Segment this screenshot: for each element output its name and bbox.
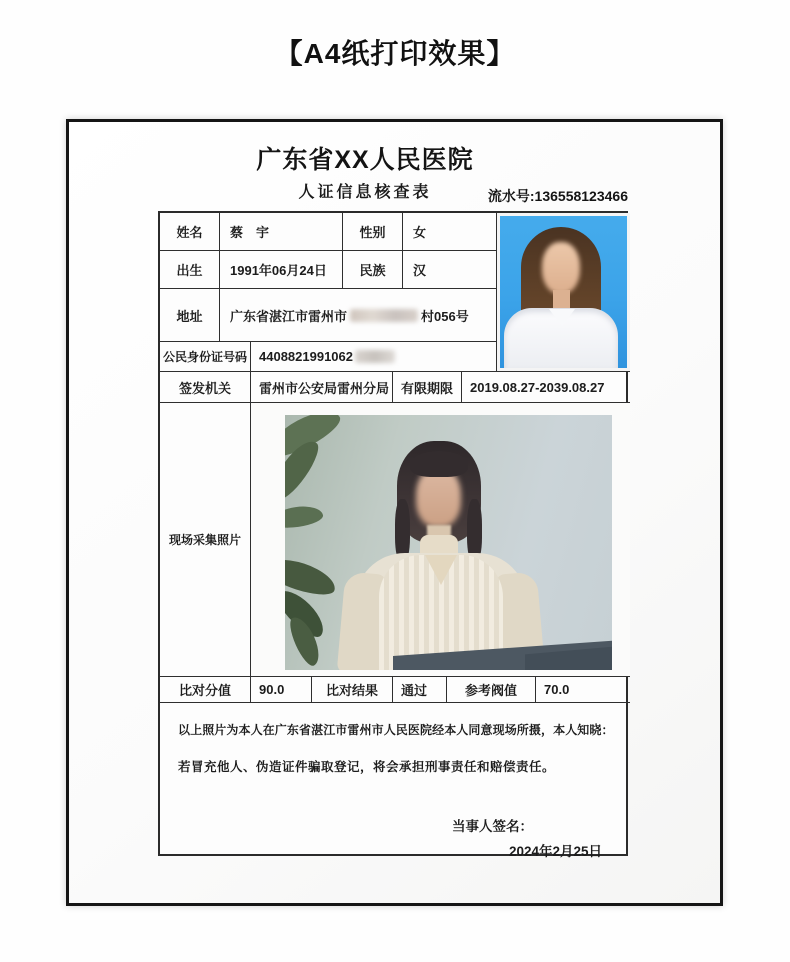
ethnicity-label: 民族 <box>343 251 403 289</box>
id-photo-cell <box>497 213 630 372</box>
statement-line-2: 若冒充他人、伪造证件骗取登记，将会承担刑事责任和赔偿责任。 <box>178 760 556 774</box>
hospital-name: 广东省XX人民医院 <box>256 146 474 174</box>
score-label: 比对分值 <box>160 677 251 703</box>
address-prefix: 广东省湛江市雷州市 <box>230 308 348 324</box>
validity-value: 2019.08.27-2039.08.27 <box>462 372 630 403</box>
gender-label: 性别 <box>343 213 403 251</box>
form-title: 人证信息核查表 <box>298 184 432 201</box>
address-suffix: 村056号 <box>421 308 469 324</box>
threshold-label: 参考阀值 <box>447 677 536 703</box>
citizen-id-value-cell <box>251 342 497 372</box>
issuer-value: 雷州市公安局雷州分局 <box>251 372 393 403</box>
result-label: 比对结果 <box>312 677 393 703</box>
address-label: 地址 <box>160 289 220 342</box>
address-redacted-blur <box>350 309 418 322</box>
gender-value: 女 <box>403 213 497 251</box>
citizen-id-label: 公民身份证号码 <box>160 342 251 372</box>
page-title: 【A4纸打印效果】 <box>274 38 516 69</box>
citizen-id-redacted-blur <box>355 350 395 363</box>
person-bangs-shape <box>410 451 468 477</box>
idphoto-blurred-face <box>542 242 580 294</box>
score-value: 90.0 <box>251 677 312 703</box>
statement-line-1: 以上照片为本人在广东省湛江市雷州市人民医院经本人同意现场所摄，本人知晓： <box>178 723 614 737</box>
printed-form-paper <box>66 119 723 906</box>
result-value: 通过 <box>393 677 447 703</box>
address-value-cell <box>220 289 497 342</box>
plant-leaf <box>285 503 324 530</box>
birth-label: 出生 <box>160 251 220 289</box>
name-value: 蔡 宇 <box>220 213 343 251</box>
ethnicity-value: 汉 <box>403 251 497 289</box>
birth-value: 1991年06月24日 <box>220 251 343 289</box>
live-photo-label: 现场采集照片 <box>160 403 251 677</box>
threshold-value: 70.0 <box>536 677 630 703</box>
live-photo-cell <box>251 403 630 677</box>
serial-number: 流水号:136558123466 <box>487 188 628 204</box>
form-date: 2024年2月25日 <box>508 844 602 858</box>
validity-label: 有限期限 <box>393 372 462 403</box>
verification-table <box>158 211 628 856</box>
citizen-id-visible: 4408821991062 <box>259 349 353 364</box>
live-photo <box>285 415 612 670</box>
statement-cell <box>160 703 630 858</box>
signature-label: 当事人签名： <box>452 819 533 834</box>
issuer-label: 签发机关 <box>160 372 251 403</box>
id-photo <box>500 216 627 368</box>
name-label: 姓名 <box>160 213 220 251</box>
